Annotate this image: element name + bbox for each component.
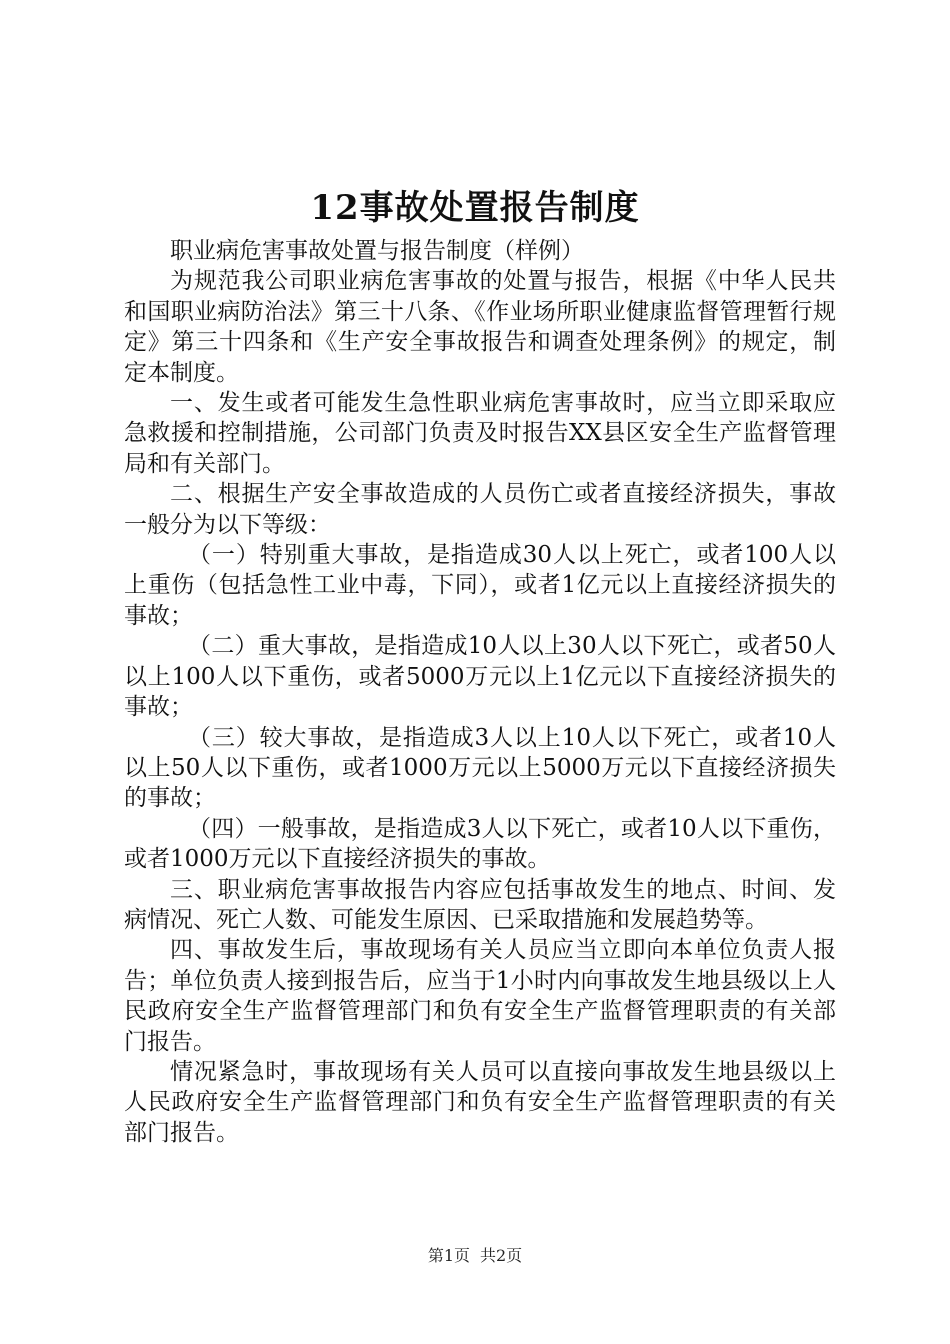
page-total: 共2页 — [480, 1246, 523, 1265]
clause-one-paragraph: 一、发生或者可能发生急性职业病危害事故时，应当立即采取应急救援和控制措施，公司部门负责及时报告XX县区安全生产监督管理局和有关部门。 — [124, 390, 836, 477]
grade-one-paragraph: （一）特别重大事故，是指造成30人以上死亡，或者100人以上重伤（包括急性工业中毒，下同），或者1亿元以上直接经济损失的事故； — [124, 542, 836, 629]
clause-two-paragraph: 二、根据生产安全事故造成的人员伤亡或者直接经济损失，事故一般分为以下等级： — [124, 481, 836, 538]
page-number: 第1页 — [427, 1246, 470, 1265]
clause-four-paragraph: 四、事故发生后，事故现场有关人员应当立即向本单位负责人报告；单位负责人接到报告后，应当于1小时内向事故发生地县级以上人民政府安全生产监督管理部门和负有安全生产监督管理职责的有关部门报告。 — [124, 937, 836, 1055]
grade-two-paragraph: （二）重大事故，是指造成10人以上30人以下死亡，或者50人以上100人以下重伤，或者5000万元以上1亿元以下直接经济损失的事故； — [124, 633, 836, 721]
subtitle-paragraph: 职业病危害事故处置与报告制度（样例） — [170, 238, 584, 264]
grade-three-paragraph: （三）较大事故，是指造成3人以上10人以下死亡，或者10人以上50人以下重伤，或者1000万元以上5000万元以下直接经济损失的事故； — [124, 724, 836, 812]
grade-four-paragraph: （四）一般事故，是指造成3人以下死亡，或者10人以下重伤，或者1000万元以下直接经济损失的事故。 — [124, 815, 836, 873]
document-body — [124, 236, 836, 1148]
clause-three-paragraph: 三、职业病危害事故报告内容应包括事故发生的地点、时间、发病情况、死亡人数、可能发生原因、已采取措施和发展趋势等。 — [124, 876, 836, 933]
document-title: 12事故处置报告制度 — [310, 188, 640, 228]
page-footer — [0, 1245, 950, 1267]
emergency-paragraph: 情况紧急时，事故现场有关人员可以直接向事故发生地县级以上人民政府安全生产监督管理部门和负有安全生产监督管理职责的有关部门报告。 — [124, 1058, 836, 1146]
intro-paragraph: 为规范我公司职业病危害事故的处置与报告，根据《中华人民共和国职业病防治法》第三十八条、《作业场所职业健康监督管理暂行规定》第三十四条和《生产安全事故报告和调查处理条例》的规定，制定本制度。 — [124, 268, 836, 386]
